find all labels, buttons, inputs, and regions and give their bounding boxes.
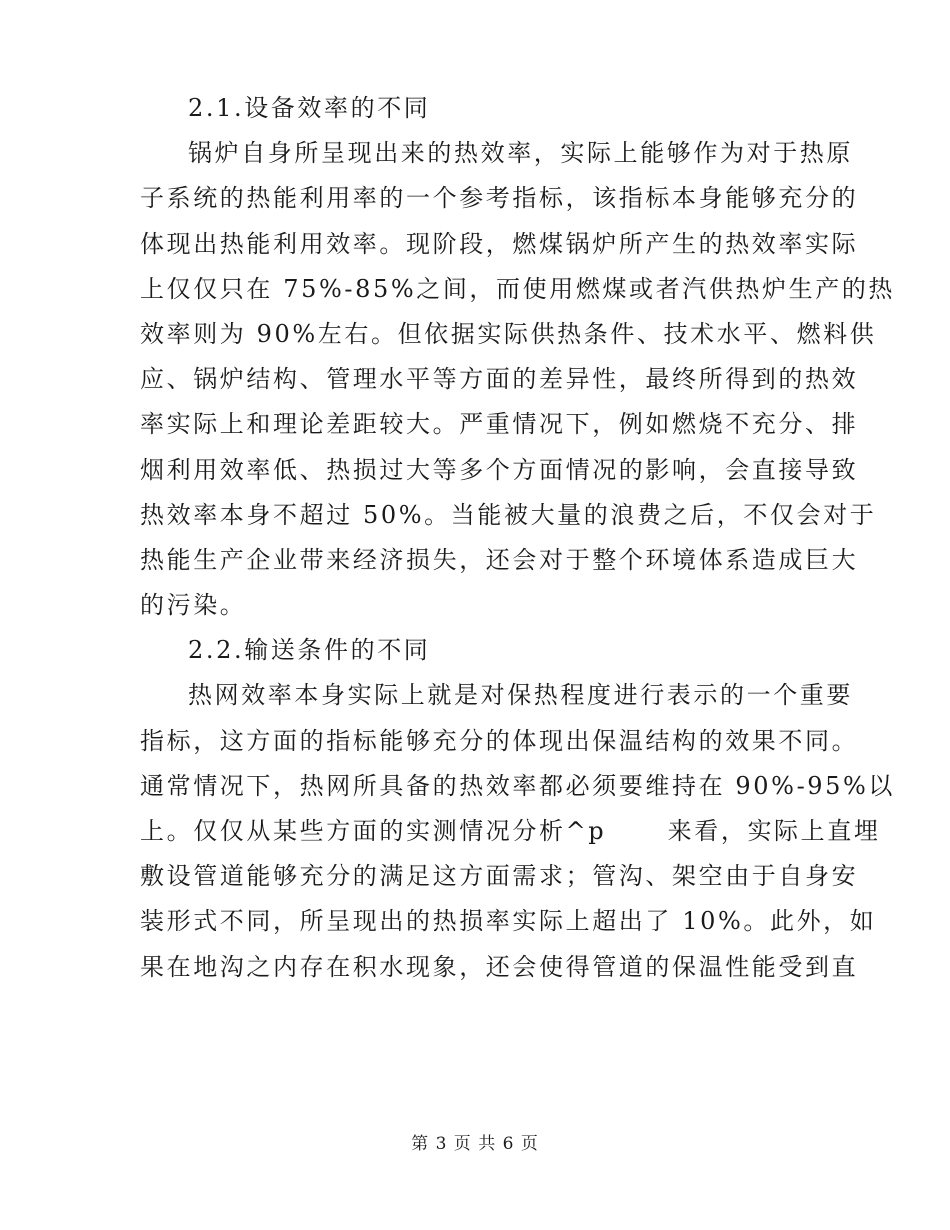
paragraph-line: 率实际上和理论差距较大。严重情况下，例如燃烧不充分、排	[140, 410, 859, 439]
paragraph-line: 装形式不同，所呈现出的热损率实际上超出了 10%。此外，如	[140, 907, 877, 936]
paragraph-line: 应、锅炉结构、管理水平等方面的差异性，最终所得到的热效	[140, 365, 859, 394]
paragraph-line: 果在地沟之内存在积水现象，还会使得管道的保温性能受到直	[140, 952, 859, 981]
paragraph-line: 热效率本身不超过 50%。当能被大量的浪费之后，不仅会对于	[140, 500, 877, 529]
section-heading-2-2: 2.2.输送条件的不同	[188, 636, 431, 665]
paragraph-line: 效率则为 90%左右。但依据实际供热条件、技术水平、燃料供	[140, 319, 877, 348]
paragraph-line: 上。仅仅从某些方面的实测情况分析^p 来看，实际上直埋	[140, 817, 881, 845]
section-heading-2-1: 2.1.设备效率的不同	[188, 94, 431, 122]
paragraph-line: 热网效率本身实际上就是对保热程度进行表示的一个重要	[188, 681, 853, 710]
paragraph-line: 子系统的热能利用率的一个参考指标，该指标本身能够充分的	[140, 184, 859, 213]
paragraph-line: 的污染。	[140, 591, 247, 620]
paragraph-line: 烟利用效率低、热损过大等多个方面情况的影响，会直接导致	[140, 455, 859, 484]
paragraph-line: 锅炉自身所呈现出来的热效率，实际上能够作为对于热原	[188, 139, 853, 168]
paragraph-line: 敷设管道能够充分的满足这方面需求；管沟、架空由于自身安	[140, 862, 859, 891]
paragraph-line: 上仅仅只在 75%-85%之间，而使用燃煤或者汽供热炉生产的热	[140, 274, 896, 303]
paragraph-line: 通常情况下，热网所具备的热效率都必须要维持在 90%-95%以	[140, 771, 896, 800]
paragraph-line: 体现出热能利用效率。现阶段，燃煤锅炉所产生的热效率实际	[140, 229, 859, 258]
paragraph-line: 指标，这方面的指标能够充分的体现出保温结构的效果不同。	[140, 726, 859, 755]
page-number-footer: 第 3 页 共 6 页	[411, 1134, 539, 1154]
document-body	[140, 86, 896, 990]
paragraph-line: 热能生产企业带来经济损失，还会对于整个环境体系造成巨大	[140, 545, 859, 574]
